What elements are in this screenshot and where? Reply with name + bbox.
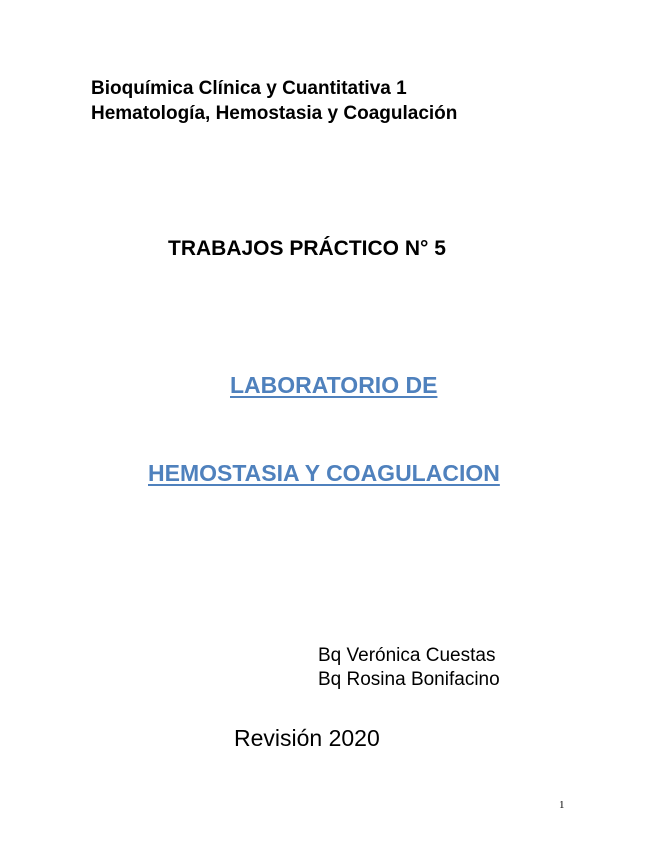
page-number: 1 xyxy=(559,799,565,811)
author-1: Bq Verónica Cuestas xyxy=(318,645,496,666)
lab-title-line-2: HEMOSTASIA Y COAGULACION xyxy=(148,460,500,486)
course-subtitle: Hematología, Hemostasia y Coagulación xyxy=(91,103,458,124)
revision-label: Revisión 2020 xyxy=(234,725,380,751)
author-2: Bq Rosina Bonifacino xyxy=(318,669,500,690)
course-title: Bioquímica Clínica y Cuantitativa 1 xyxy=(91,78,407,99)
practical-title: TRABAJOS PRÁCTICO N° 5 xyxy=(168,237,446,260)
lab-title-line-1: LABORATORIO DE xyxy=(230,372,438,398)
